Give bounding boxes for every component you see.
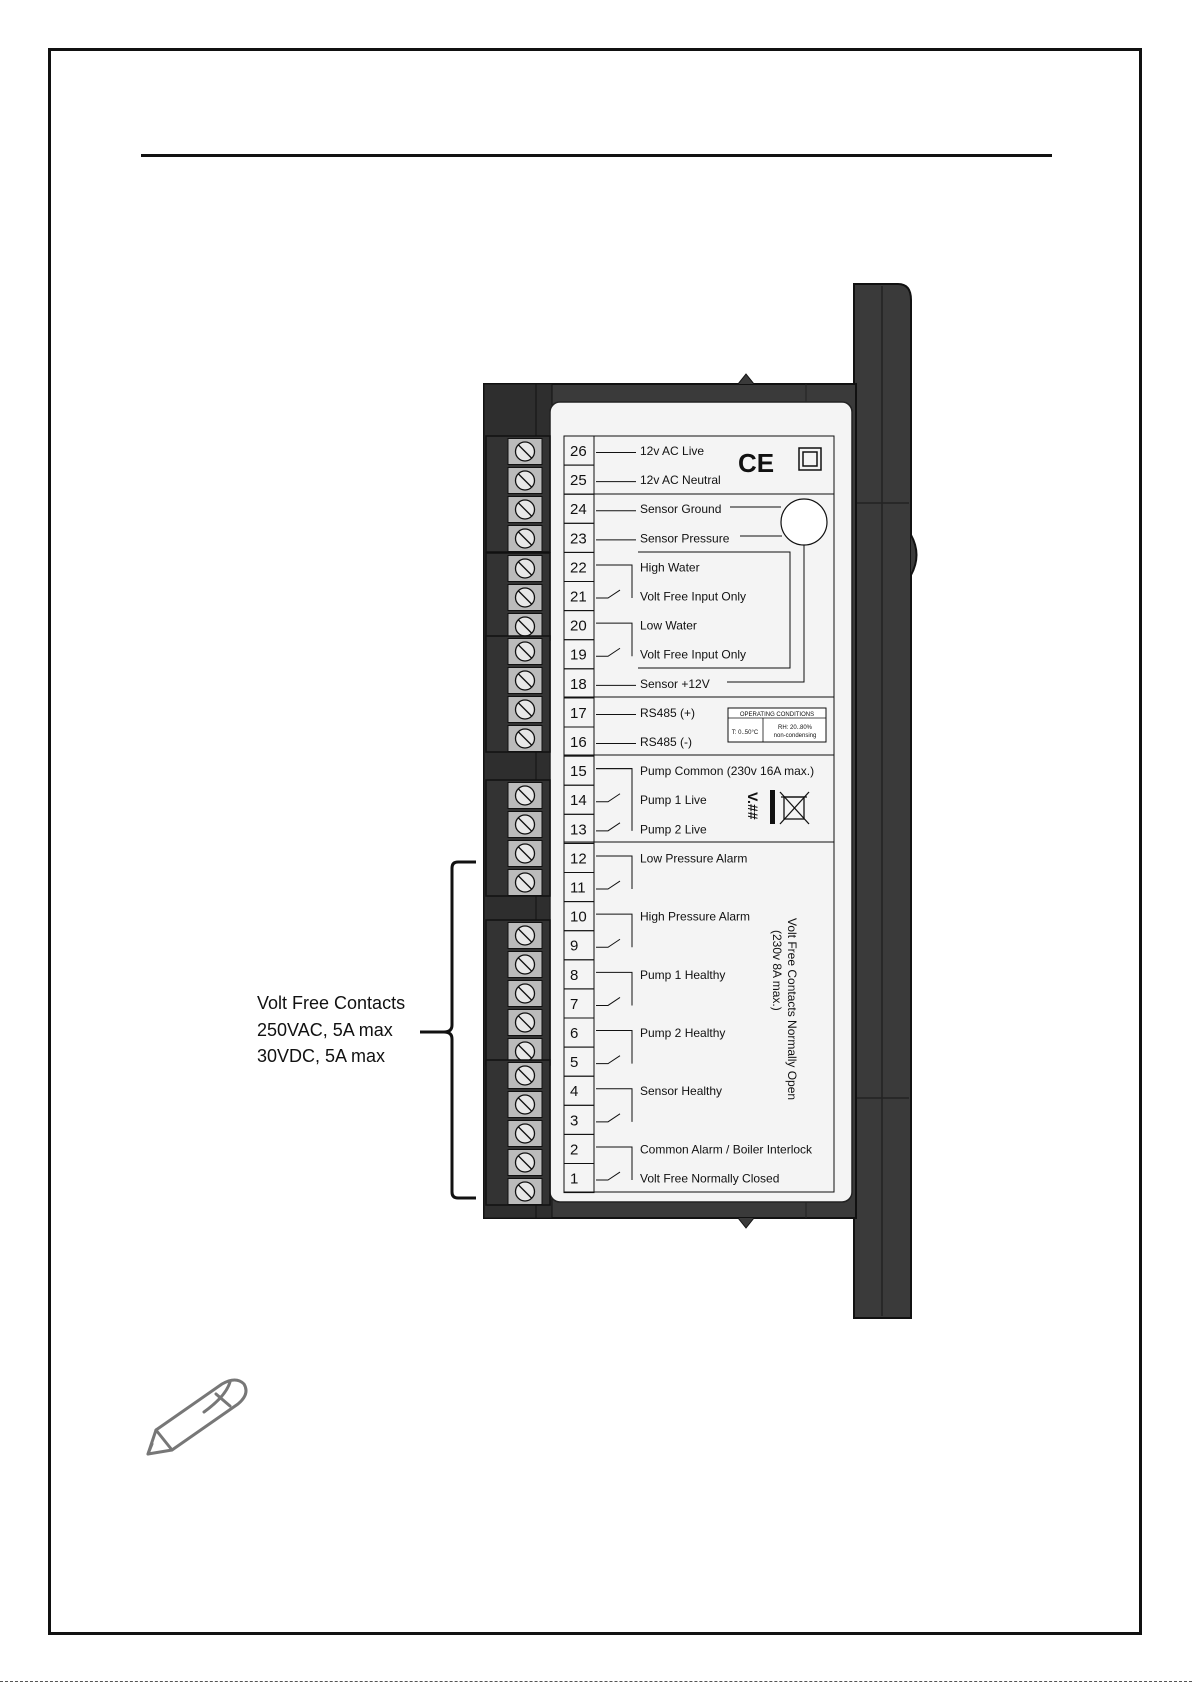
terminal-label: Pump 1 Healthy <box>640 967 726 982</box>
terminal-number: 19 <box>570 646 587 664</box>
terminal-label: High Pressure Alarm <box>640 909 751 924</box>
pressure-sensor-icon <box>781 499 827 545</box>
terminal-label: Sensor Ground <box>640 502 722 517</box>
terminal-number: 1 <box>570 1170 579 1188</box>
terminal-label: RS485 (-) <box>640 735 693 749</box>
terminal-number: 9 <box>570 937 579 955</box>
terminal-label: Pump 2 Healthy <box>640 1026 726 1040</box>
weee-bar <box>770 790 775 824</box>
terminal-number: 12 <box>570 850 587 868</box>
volt-free-note: Volt Free Contacts Normally Open <box>785 918 799 1101</box>
terminal-label: Pump 2 Live <box>640 822 707 837</box>
terminal-number: 18 <box>570 675 587 693</box>
volt-free-callout <box>257 990 432 1070</box>
terminal-number: 20 <box>570 617 587 635</box>
terminal-number: 26 <box>570 443 587 460</box>
terminal-number: 14 <box>570 792 587 810</box>
version-mark: V.## <box>745 792 761 820</box>
screw-terminal-block <box>486 1060 550 1205</box>
callout-line-1: Volt Free Contacts <box>257 993 406 1013</box>
terminal-label: Volt Free Normally Closed <box>640 1171 780 1186</box>
screw-terminal-block <box>486 436 550 552</box>
pen-icon <box>148 1380 246 1454</box>
terminal-label: Sensor Pressure <box>640 531 730 546</box>
front-bezel <box>854 284 917 1318</box>
terminal-number: 2 <box>570 1141 579 1159</box>
terminal-blocks <box>486 436 550 1205</box>
terminal-number: 11 <box>570 879 586 897</box>
terminal-label: Volt Free Input Only <box>640 589 747 604</box>
svg-text:OPERATING CONDITIONS: OPERATING CONDITIONS <box>739 712 815 718</box>
svg-text:non-condensing: non-condensing <box>773 733 817 739</box>
terminal-number: 6 <box>570 1025 579 1042</box>
terminal-number: 16 <box>570 734 587 751</box>
terminal-label: Low Pressure Alarm <box>640 851 748 866</box>
terminal-label: Pump 1 Live <box>640 793 707 808</box>
screw-terminal-block <box>486 553 550 640</box>
terminal-number: 23 <box>570 530 587 548</box>
screw-terminal-block <box>486 920 550 1065</box>
terminal-label: 12v AC Live <box>640 444 705 458</box>
terminal-label: Sensor Healthy <box>640 1084 723 1099</box>
terminal-label: Volt Free Input Only <box>640 647 747 662</box>
terminal-number: 22 <box>570 559 587 577</box>
operating-conditions-box <box>728 708 826 742</box>
terminal-label: Sensor +12V <box>640 676 710 691</box>
terminal-label: 12v AC Neutral <box>640 473 721 488</box>
terminal-label: Low Water <box>640 618 697 633</box>
svg-text:RH: 20..80%: RH: 20..80% <box>777 725 813 731</box>
terminal-number: 17 <box>570 704 587 722</box>
terminal-number: 4 <box>570 1083 579 1101</box>
terminal-number: 10 <box>570 908 587 926</box>
terminal-number: 5 <box>570 1054 579 1072</box>
terminal-number: 21 <box>570 588 587 606</box>
bracket <box>444 862 476 1198</box>
terminal-number: 7 <box>570 995 579 1013</box>
terminal-number: 8 <box>570 966 579 984</box>
terminal-number: 24 <box>570 501 587 519</box>
ce-mark: CE <box>738 448 775 478</box>
callout-line-3: 30VDC, 5A max <box>257 1046 386 1066</box>
terminal-label: Common Alarm / Boiler Interlock <box>640 1142 813 1157</box>
terminal-number: 15 <box>570 763 587 781</box>
svg-text:T: 0..50°C: T: 0..50°C <box>731 730 759 736</box>
rating-note: (230v 8A max.) <box>770 930 784 1011</box>
terminal-number: 3 <box>570 1112 579 1130</box>
terminal-label: Pump Common (230v 16A max.) <box>640 764 815 779</box>
terminal-label: RS485 (+) <box>640 705 696 720</box>
terminal-number: 13 <box>570 821 587 839</box>
callout-line-2: 250VAC, 5A max <box>257 1019 393 1040</box>
terminal-label: High Water <box>640 560 700 575</box>
screw-terminal-block <box>486 780 550 896</box>
terminal-number: 25 <box>570 472 587 490</box>
screw-terminal-block <box>486 636 550 752</box>
